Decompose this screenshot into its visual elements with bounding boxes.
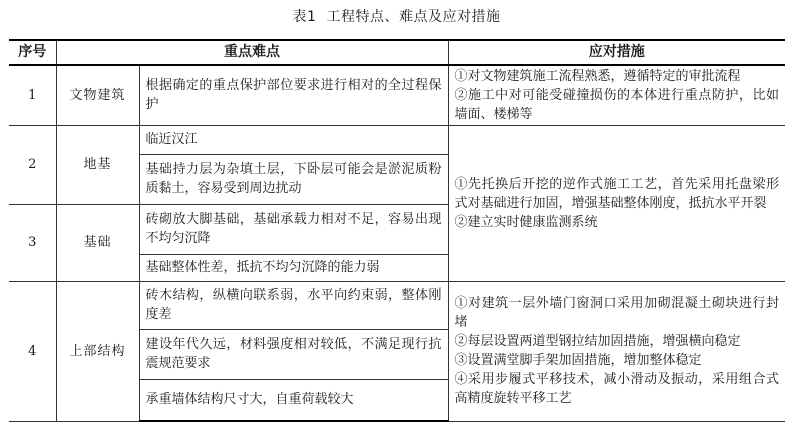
table-title: 工程特点、难点及应对措施	[326, 9, 501, 25]
difficulty-cell: 承重墙体结构尺寸大，自重荷载较大	[139, 379, 448, 421]
measure-item: ④采用步履式平移技术，减小滑动及振动，采用组合式高精度旋转平移工艺	[454, 372, 779, 406]
measures-cell	[448, 281, 785, 421]
row-category: 文物建筑	[56, 65, 139, 125]
difficulty-cell: 根据确定的重点保护部位要求进行相对的全过程保护	[139, 65, 448, 125]
measure-item: ②每层设置两道型钢拉结加固措施，增强横向稳定	[454, 334, 741, 349]
header-index: 序号	[9, 40, 56, 65]
difficulty-cell: 基础整体性差，抵抗不均匀沉降的能力弱	[139, 254, 448, 281]
measure-item: ②施工中对可能受碰撞损伤的本体进行重点防护，比如墙面、楼梯等	[454, 87, 779, 122]
measures-cell	[448, 125, 785, 281]
measure-item: ①对文物建筑施工流程熟悉，遵循特定的审批流程	[454, 68, 741, 84]
measure-item: ①对建筑一层外墙门窗洞口采用加砌混凝土砌块进行封堵	[454, 296, 779, 330]
measure-item: ①先托换后开挖的逆作式施工工艺，首先采用托盘梁形式对基础进行加固，增强基础整体刚度，抵抗水平开裂	[454, 176, 779, 211]
row-index: 4	[9, 281, 56, 421]
table-caption	[0, 6, 793, 26]
measure-item: ③设置满堂脚手架加固措施，增加整体稳定	[454, 353, 702, 368]
row-category: 上部结构	[56, 281, 139, 421]
row-index: 1	[9, 65, 56, 125]
difficulty-cell: 基础持力层为杂填土层，下卧层可能会是淤泥质粉质黏土，容易受到周边扰动	[139, 154, 448, 204]
table-row	[9, 65, 785, 125]
table-row	[9, 125, 785, 154]
table-row	[9, 281, 785, 329]
difficulty-cell: 临近汉江	[139, 125, 448, 154]
engineering-challenges-table	[9, 39, 785, 422]
difficulty-cell: 砖砌放大脚基础，基础承载力相对不足，容易出现不均匀沉降	[139, 204, 448, 254]
row-category: 地基	[56, 125, 139, 204]
difficulty-cell: 砖木结构，纵横向联系弱，水平向约束弱，整体刚度差	[139, 281, 448, 329]
row-index: 3	[9, 204, 56, 281]
table-number: 表1	[292, 9, 317, 25]
row-index: 2	[9, 125, 56, 204]
measures-cell	[448, 65, 785, 125]
measure-item: ②建立实时健康监测系统	[454, 214, 598, 230]
difficulty-cell: 建设年代久远，材料强度相对较低，不满足现行抗震规范要求	[139, 329, 448, 379]
header-row	[9, 40, 785, 65]
row-category: 基础	[56, 204, 139, 281]
header-measures: 应对措施	[448, 40, 785, 65]
header-points: 重点难点	[56, 40, 448, 65]
